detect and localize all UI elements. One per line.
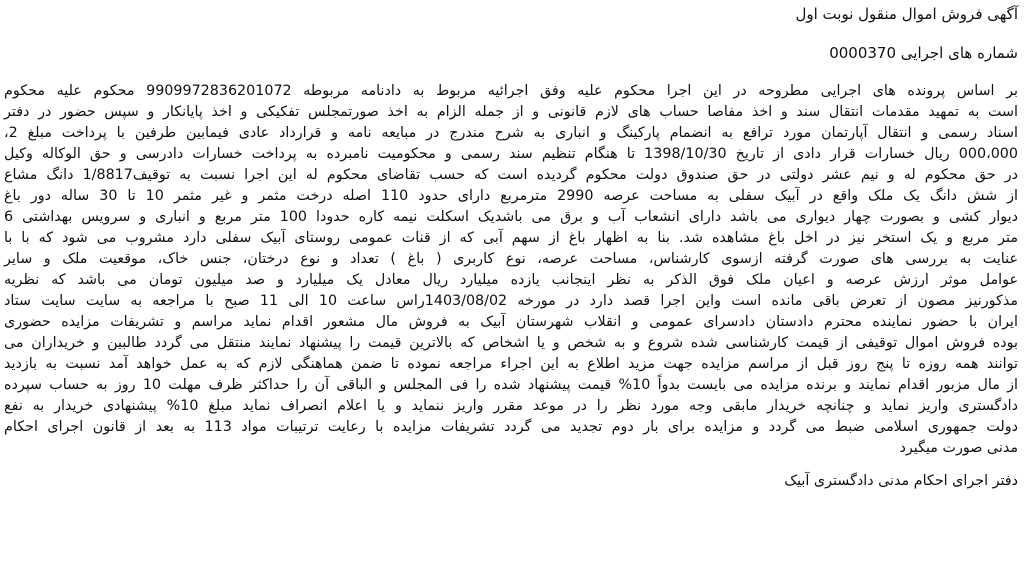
body-line: است به تمهید مقدمات انتقال سند و اخذ مفاصا حساب های لازم قانونی و از جمله الزام به اخذ صورتمجلس تفکیکی و اخذ پایانکار و سپس حضور در دفتر <box>4 104 1018 120</box>
body-line: عوامل موثر ارزش عرصه و اعیان ملک فوق الذکر به نظر اینجانب یازده میلیارد ریال معادل یک میلیارد و صد میلیون تومان می باشد که نظریه <box>4 272 1018 288</box>
notice-document <box>4 0 1018 569</box>
body-line: اسناد رسمی و انتقال آپارتمان مورد ترافع به انضمام پارکینگ و انباری به شرح مندرج در مبایعه نامه و قرارداد عادی فیمابین طرفین با پرداخت مبلغ 2، <box>4 125 1018 141</box>
issuing-office: دفتر اجرای احکام مدنی دادگستری آبیک <box>784 473 1018 489</box>
notice-title: آگهی فروش اموال منقول نوبت اول <box>795 5 1018 23</box>
body-line: مذکورنیز مصون از تعرض باقی مانده است واین اجرا قصد دارد در مورخه 1403/08/02راس ساعت 10 الی 11 صبح با مراجعه به سایت سایت ستاد <box>4 293 1018 309</box>
case-reference: شماره های اجرایی 0000370 <box>829 44 1018 62</box>
body-line: عنایت به بررسی های صورت گرفته ازسوی کارشناس، مساحت عرصه، نوع کاربری ( باغ ) تعداد و نوع درختان، جنس خاک، موقعیت ملک و سایر <box>4 251 1018 267</box>
body-line: دادگستری واریز نماید و چنانچه خریدار مابقی وجه مورد نظر را در موعد مقرر واریز ننماید و یا اعلام انصراف نماید مبلغ 10% پیشنهادی خریدار به نفع <box>4 398 1018 414</box>
body-line: از مال مزبور اقدام نمایند و برنده مزایده می بایست بدواً 10% قیمت پیشنهاد شده را فی المجلس و الباقی آن را حداکثر ظرف مهلت 10 روز به حساب سپرده <box>4 377 1019 393</box>
body-line: توانند همه روزه تا پنج روز قبل از مراسم مزایده جهت مزید اطلاع به این اجراء مراجعه نموده تا ضمن هماهنگی لازم که به عمل خواهد آمد نسبت به بازدید <box>4 356 1018 372</box>
body-line: مدنی صورت میگیرد <box>899 440 1018 456</box>
body-line: دیوار کشی و بصورت چهار دیواری می باشد دارای انشعاب آب و برق می باشدیک اسکلت نیمه کاره حدودا 100 متر مربع و انباری و سرویس بهداشتی 6 <box>4 209 1018 225</box>
body-line: متر مربع و یک استخر نیز در اخل باغ مشاهده شد. بنا به اظهار باغ از سهم آبی که از قنات عمومی روستای آبیک سفلی دارد مشروب می شود که با با <box>4 230 1018 246</box>
body-line: 000،000 ریال خسارات قرار دادی از تاریخ 1398/10/30 تا هنگام تنظیم سند رسمی و محکومیت نامبرده به پرداخت خسارات دادرسی و حق الوکاله وکیل <box>4 146 1018 162</box>
notice-body <box>4 81 1018 459</box>
body-line: دولت جمهوری اسلامی ضبط می گردد و مزایده برای بار دوم تجدید می گردد تشریفات مزایده با رعایت ترتیبات مواد 113 به بعد از قانون اجرای احکام <box>4 419 1018 435</box>
body-line: بر اساس پرونده های اجرایی مطروحه در این اجرا محکوم علیه وفق اجرائیه مربوط به دادنامه مربوطه 9909972836201072 محکوم علیه محکوم <box>4 83 1018 99</box>
body-line: در حق محکوم له و نیم عشر دولتی در حق صندوق دولت محکوم گردیده است که حسب تقاضای محکوم له این اجرا نسبت به توقیف1/8817 دانگ مشاع <box>4 167 1018 183</box>
body-line: از شش دانگ یک ملک واقع در آبیک سفلی به مساحت عرصه 2990 مترمربع دارای حدود 110 اصله درخت مثمر و غیر مثمر 10 تا 30 ساله دور باغ <box>4 188 1018 204</box>
body-line: ایران با حضور نماینده محترم دادستان دادسرای عمومی و انقلاب شهرستان آبیک به فروش مال مشعور اقدام نماید مراسم و تشریفات مزایده حضوری <box>4 314 1018 330</box>
body-line: بوده فروش اموال توقیفی از قیمت کارشناسی شده شروع و به شخص و یا اشخاص که بالاترین قیمت را پیشنهاد نمایند منتقل می گردد طالبین و خریداران می <box>4 335 1018 351</box>
